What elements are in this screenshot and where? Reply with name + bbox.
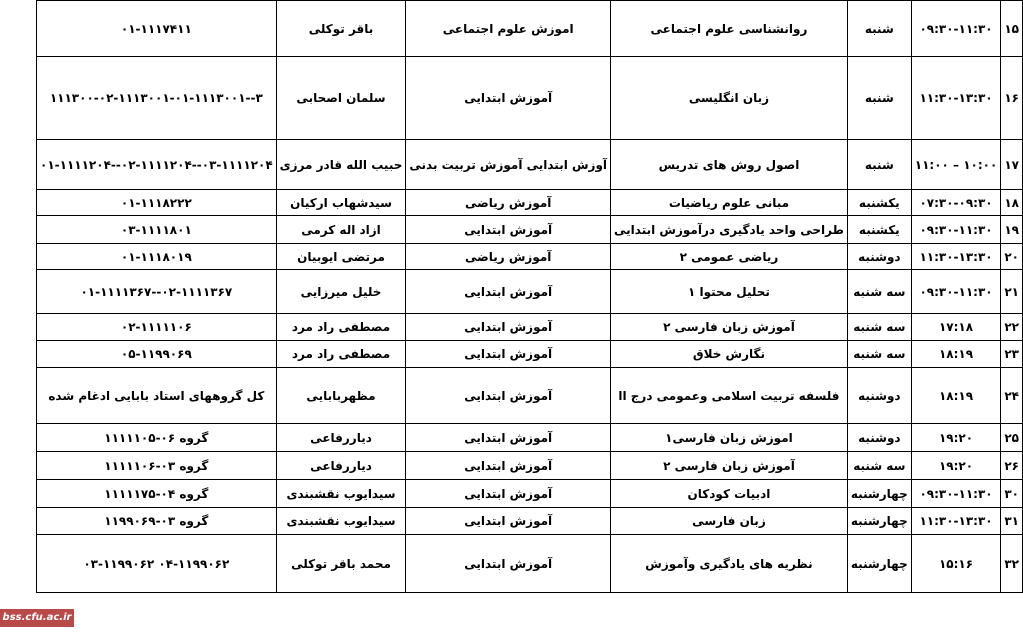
row-number-cell: ۲۵: [1001, 424, 1023, 452]
field-cell: آموزش ابتدایی: [406, 341, 611, 368]
codes-cell: ۰۱-۱۱۱۸۰۱۹: [37, 244, 277, 270]
codes-cell: ۰۱-۱۱۱۸۲۲۲: [37, 190, 277, 216]
row-number-cell: ۲۰: [1001, 244, 1023, 270]
course-cell: فلسفه تربیت اسلامی وعمومی درج اا: [611, 368, 848, 424]
teacher-cell: سیدایوب نقشبندی: [276, 480, 406, 508]
codes-cell: گروه ۰۴-۱۱۱۱۱۷۵: [37, 480, 277, 508]
time-cell: ۰۹:۳۰-۱۱:۳۰: [911, 270, 1001, 314]
course-cell: ادبیات کودکان: [611, 480, 848, 508]
codes-cell: کل گروههای استاد بابایی ادغام شده: [37, 368, 277, 424]
row-number-cell: ۲۴: [1001, 368, 1023, 424]
row-number-cell: ۱۸: [1001, 190, 1023, 216]
row-number-cell: ۲۱: [1001, 270, 1023, 314]
teacher-cell: مظهربابایی: [276, 368, 406, 424]
course-cell: آموزش زبان فارسی ۲: [611, 452, 848, 480]
row-number-cell: ۱۹: [1001, 216, 1023, 244]
table-row: [37, 452, 1023, 480]
teacher-cell: دیاررفاعی: [276, 452, 406, 480]
field-cell: آموزش ریاضی: [406, 190, 611, 216]
day-cell: شنبه: [847, 140, 911, 190]
time-cell: ۰۷:۳۰-۰۹:۳۰: [911, 190, 1001, 216]
field-cell: آموزش ابتدایی: [406, 480, 611, 508]
time-cell: ۱۹:۲۰: [911, 424, 1001, 452]
course-cell: تحلیل محتوا ۱: [611, 270, 848, 314]
teacher-cell: سیدشهاب ارکیان: [276, 190, 406, 216]
table-row: [37, 341, 1023, 368]
table-row: [37, 535, 1023, 593]
day-cell: چهارشنبه: [847, 508, 911, 535]
day-cell: یکشنبه: [847, 216, 911, 244]
row-number-cell: ۳۱: [1001, 508, 1023, 535]
teacher-cell: مصطفی راد مرد: [276, 341, 406, 368]
codes-cell: ۳--۱۱۱۳۰۰-۰۲-۱۱۱۳۰۰۱-۰۱-۱۱۱۳۰۰۱: [37, 57, 277, 140]
row-number-cell: ۱۵: [1001, 1, 1023, 57]
codes-cell: ۰۵-۱۱۹۹۰۶۹: [37, 341, 277, 368]
day-cell: سه شنبه: [847, 341, 911, 368]
course-cell: طراحی واحد یادگیری درآموزش ابتدایی: [611, 216, 848, 244]
teacher-cell: دیاررفاعی: [276, 424, 406, 452]
table-row: [37, 270, 1023, 314]
course-cell: روانشناسی علوم اجتماعی: [611, 1, 848, 57]
day-cell: دوشنبه: [847, 424, 911, 452]
row-number-cell: ۲۶: [1001, 452, 1023, 480]
teacher-cell: خلیل میرزایی: [276, 270, 406, 314]
course-cell: آموزش زبان فارسی ۲: [611, 314, 848, 341]
codes-cell: ۰۲-۱۱۱۱۳۶۷--۰۱-۱۱۱۱۳۶۷: [37, 270, 277, 314]
row-number-cell: ۲۲: [1001, 314, 1023, 341]
field-cell: آموزش ابتدایی: [406, 368, 611, 424]
time-cell: ۱۷:۱۸: [911, 314, 1001, 341]
teacher-cell: باقر توکلی: [276, 1, 406, 57]
course-cell: مبانی علوم ریاضیات: [611, 190, 848, 216]
codes-cell: ۰۱-۱۱۱۷۴۱۱: [37, 1, 277, 57]
table-row: [37, 57, 1023, 140]
teacher-cell: ازاد اله کرمی: [276, 216, 406, 244]
course-cell: نگارش خلاق: [611, 341, 848, 368]
teacher-cell: محمد باقر توکلی: [276, 535, 406, 593]
codes-cell: ۰۴-۱۱۹۹۰۶۲ ۰۳-۱۱۹۹۰۶۲: [37, 535, 277, 593]
teacher-cell: حبیب الله قادر مرزی: [276, 140, 406, 190]
time-cell: ۰۹:۳۰-۱۱:۳۰: [911, 1, 1001, 57]
time-cell: ۰۹:۳۰-۱۱:۳۰: [911, 216, 1001, 244]
codes-cell: گروه ۰۶-۱۱۱۱۱۰۵: [37, 424, 277, 452]
table-row: [37, 368, 1023, 424]
field-cell: آموزش ابتدایی: [406, 314, 611, 341]
day-cell: چهارشنبه: [847, 535, 911, 593]
time-cell: ۱۰:۰۰ – ۱۱:۰۰: [911, 140, 1001, 190]
day-cell: دوشنبه: [847, 368, 911, 424]
table-row: [37, 216, 1023, 244]
row-number-cell: ۳۲: [1001, 535, 1023, 593]
time-cell: ۱۸:۱۹: [911, 341, 1001, 368]
time-cell: ۱۱:۳۰-۱۳:۳۰: [911, 244, 1001, 270]
row-number-cell: ۳۰: [1001, 480, 1023, 508]
row-number-cell: ۱۷: [1001, 140, 1023, 190]
table-row: [37, 1, 1023, 57]
teacher-cell: سیدایوب نقشبندی: [276, 508, 406, 535]
day-cell: دوشنبه: [847, 244, 911, 270]
table-row: [37, 508, 1023, 535]
field-cell: آموزش ابتدایی: [406, 508, 611, 535]
codes-cell: ۰۳-۱۱۱۱۲۰۴--۰۲-۱۱۱۱۲۰۴--۰۱-۱۱۱۱۲۰۴: [37, 140, 277, 190]
field-cell: آموزش ابتدایی: [406, 57, 611, 140]
course-cell: زبان فارسی: [611, 508, 848, 535]
table-row: [37, 190, 1023, 216]
day-cell: شنبه: [847, 1, 911, 57]
row-number-cell: ۱۶: [1001, 57, 1023, 140]
course-cell: اموزش زبان فارسی۱: [611, 424, 848, 452]
field-cell: آموزش ابتدایی: [406, 216, 611, 244]
field-cell: آوزش ابتدایی آموزش تربیت بدنی: [406, 140, 611, 190]
table-body: [37, 1, 1023, 593]
table-row: [37, 140, 1023, 190]
field-cell: اموزش علوم اجتماعی: [406, 1, 611, 57]
course-cell: ریاضی عمومی ۲: [611, 244, 848, 270]
time-cell: ۱۱:۳۰-۱۳:۳۰: [911, 57, 1001, 140]
time-cell: ۰۹:۳۰-۱۱:۳۰: [911, 480, 1001, 508]
day-cell: سه شنبه: [847, 452, 911, 480]
codes-cell: گروه ۰۳-۱۱۱۱۱۰۶: [37, 452, 277, 480]
time-cell: ۱۸:۱۹: [911, 368, 1001, 424]
time-cell: ۱۱:۳۰-۱۳:۳۰: [911, 508, 1001, 535]
codes-cell: ۰۳-۱۱۱۱۸۰۱: [37, 216, 277, 244]
field-cell: آموزش ابتدایی: [406, 535, 611, 593]
table-row: [37, 424, 1023, 452]
teacher-cell: سلمان اصحابی: [276, 57, 406, 140]
day-cell: سه شنبه: [847, 270, 911, 314]
field-cell: آموزش ریاضی: [406, 244, 611, 270]
schedule-table: [36, 0, 1023, 593]
row-number-cell: ۲۳: [1001, 341, 1023, 368]
time-cell: ۱۹:۲۰: [911, 452, 1001, 480]
day-cell: شنبه: [847, 57, 911, 140]
course-cell: اصول روش های تدریس: [611, 140, 848, 190]
teacher-cell: مصطفی راد مرد: [276, 314, 406, 341]
course-cell: نظریه های یادگیری وآموزش: [611, 535, 848, 593]
codes-cell: گروه ۰۳-۱۱۹۹۰۶۹: [37, 508, 277, 535]
field-cell: آموزش ابتدایی: [406, 270, 611, 314]
codes-cell: ۰۲-۱۱۱۱۱۰۶: [37, 314, 277, 341]
table-row: [37, 314, 1023, 341]
course-cell: زبان انگلیسی: [611, 57, 848, 140]
day-cell: سه شنبه: [847, 314, 911, 341]
field-cell: آموزش ابتدایی: [406, 424, 611, 452]
table-row: [37, 480, 1023, 508]
time-cell: ۱۵:۱۶: [911, 535, 1001, 593]
day-cell: یکشنبه: [847, 190, 911, 216]
day-cell: چهارشنبه: [847, 480, 911, 508]
field-cell: آموزش ابتدایی: [406, 452, 611, 480]
table-row: [37, 244, 1023, 270]
teacher-cell: مرتضی ایوبیان: [276, 244, 406, 270]
watermark-logo: bss.cfu.ac.ir: [0, 609, 74, 627]
